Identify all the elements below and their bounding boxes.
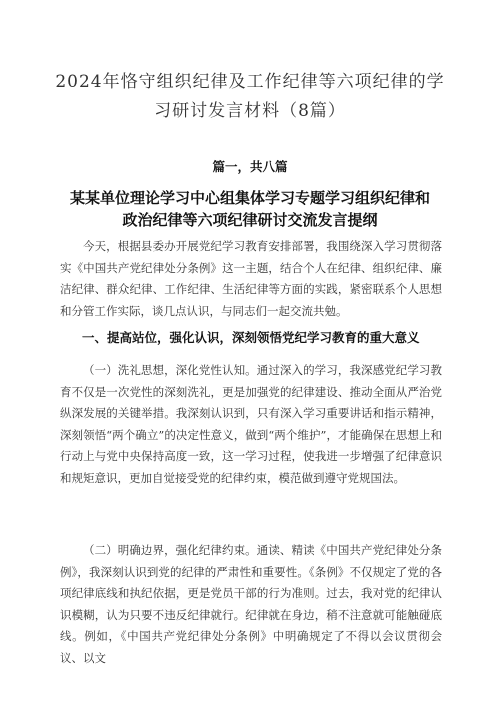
section-label: 篇一，共八篇 [212,160,288,174]
speech-title: 某某单位理论学习中心组集体学习专题学习组织纪律和政治纪律等六项纪律研讨交流发言提纲 [70,190,431,229]
paragraph-1: （一）洗礼思想，深化党性认知。通过深入的学习，我深感党纪学习教育不仅是一次党性的深刻洗礼，更是加强党的纪律建设、推动全面从严治党纵深发展的关键举措。我深刻认识到，只有深入学习重要讲话和指示精神，深刻领悟“两个确立”的决定性意义，做到“两个维护”，才能确保在思想上和行动上与党中央保持高度一致，这一学习过程，使我进一步增强了纪律意识和规矩意识，更加自觉接受党的纪律约束，模范做到遵守党规国法。 [60,363,442,485]
document-title: 2024年恪守组织纪律及工作纪律等六项纪律的学习研讨发言材料（8篇） [55,72,445,121]
section-heading: 一、提高站位，强化认识，深刻领悟党纪学习教育的重大意义 [82,331,420,345]
paragraph-2: （二）明确边界，强化纪律约束。通读、精读《中国共产党纪律处分条例》，我深刻认识到党的纪律的严肃性和重要性。《条例》不仅规定了党的各项纪律底线和执纪依据，更是党员干部的行为准则。过去，我对党的纪律认识模糊，认为只要不违反纪律就行。纪律就在身边，稍不注意就可能触碰底线。例如，《中国共产党纪律处分条例》中明确规定了不得以会议贯彻会议、以文 [60,543,442,665]
intro-paragraph: 今天，根据县委办开展党纪学习教育安排部署，我围绕深入学习贯彻落实《中国共产党纪律处分条例》这一主题，结合个人在纪律、组织纪律、廉洁纪律、群众纪律、工作纪律、生活纪律等方面的实践，紧密联系个人思想和分管工作实际，谈几点认识，与同志们一起交流共勉。 [60,239,442,318]
